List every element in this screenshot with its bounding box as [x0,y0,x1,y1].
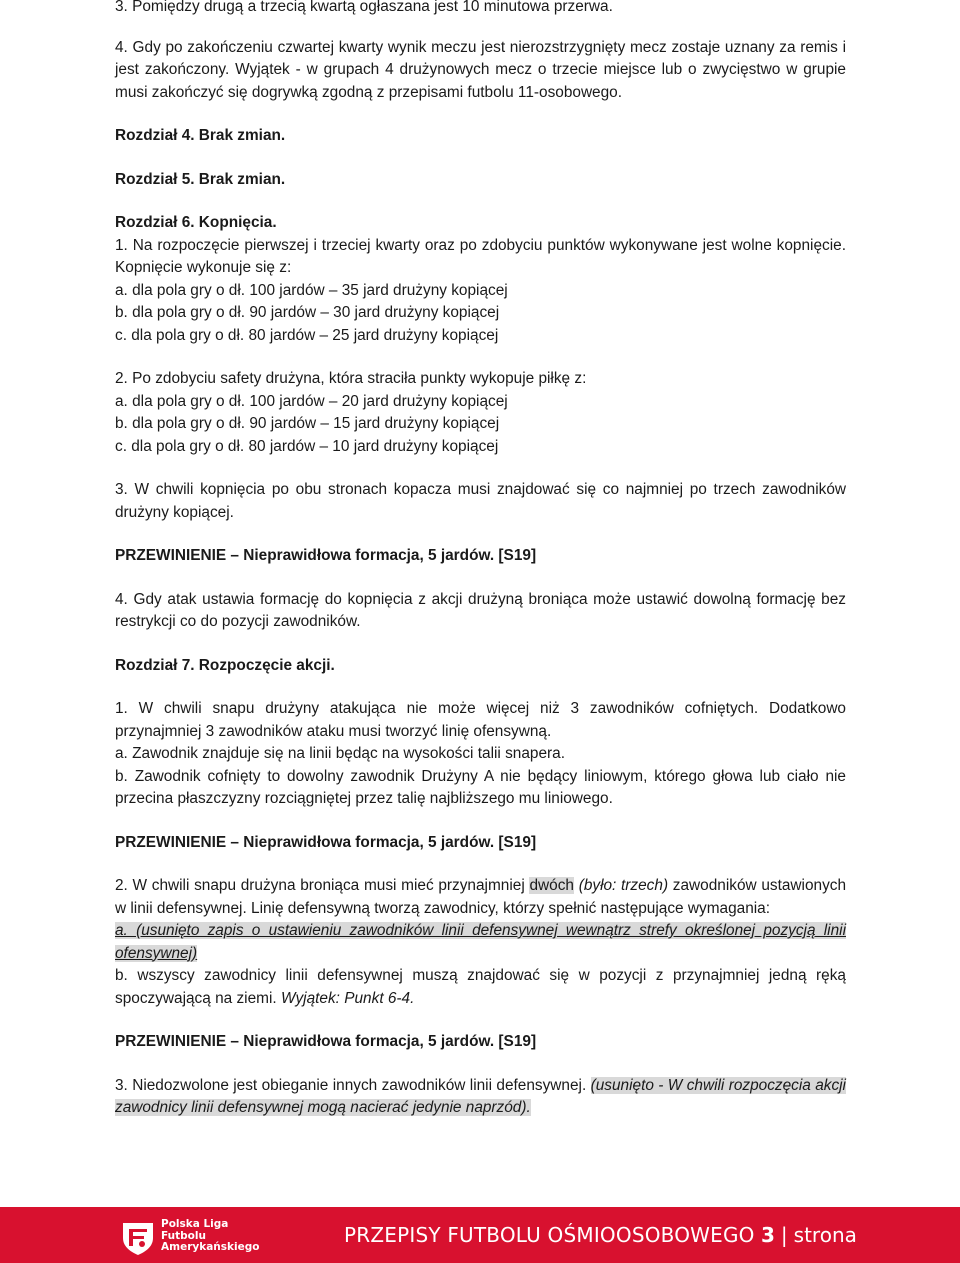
italic-note: Wyjątek: Punkt 6-4. [280,989,415,1007]
logo-line: Amerykańskiego [161,1241,260,1253]
paragraph: 4. Gdy atak ustawia formację do kopnięcia z akcji drużyną broniąca może ustawić dowolną formację bez restrykcji co do pozycji zawodników. [115,590,846,630]
list-item: a. Zawodnik znajduje się na linii będąc na wysokości talii snapera. [115,745,565,762]
page-word: strona [793,1223,857,1247]
paragraph: 3. Pomiędzy drugą a trzecią kwartą ogłaszana jest 10 minutowa przerwa. [115,0,613,15]
paragraph: 1. Na rozpoczęcie pierwszej i trzeciej kwarty oraz po zdobyciu punktów wykonywane jest wolne kopnięcie. Kopnięcie wykonuje się z: [115,236,846,276]
list-item: c. dla pola gry o dł. 80 jardów – 10 jard drużyny kopiącej [115,437,499,455]
list-item: a. dla pola gry o dł. 100 jardów – 35 jard drużyny kopiącej [115,281,508,299]
penalty-line: PRZEWINIENIE – Nieprawidłowa formacja, 5 jardów. [S19] [115,833,537,851]
list-item: c. dla pola gry o dł. 80 jardów – 25 jard drużyny kopiącej [115,326,499,344]
paragraph: 2. Po zdobyciu safety drużyna, która straciła punkty wykopuje piłkę z: [115,370,587,387]
text: b. wszyscy zawodnicy linii defensywnej muszą znajdować się w pozycji z przynajmniej jedną ręką spoczywającą na ziemi. [115,967,846,1007]
list-item: b. dla pola gry o dł. 90 jardów – 15 jard drużyny kopiącej [115,415,500,432]
list-item: b. dla pola gry o dł. 90 jardów – 30 jard drużyny kopiącej [115,304,500,321]
text: 2. W chwili snapu drużyna broniąca musi mieć przynajmniej [115,877,525,894]
text: 3. Niedozwolone jest obieganie innych zawodników linii defensywnej. [115,1076,587,1094]
chapter-heading: Rozdział 7. Rozpoczęcie akcji. [115,656,335,674]
highlighted-text: dwóch [529,877,574,894]
shield-icon [120,1220,156,1256]
page-number: 3 [761,1223,775,1247]
logo-line: Polska Liga [161,1218,229,1230]
footer-title: PRZEPISY FUTBOLU OŚMIOOSOBOWEGO [344,1223,755,1247]
page-indicator [761,1223,857,1247]
italic-note: (było: trzech) [578,877,669,894]
paragraph: 4. Gdy po zakończeniu czwartej kwarty wynik meczu jest nierozstrzygnięty mecz zostaje uznany za remis i jest zakończony. Wyjątek - w grupach 4 drużynowych mecz o trzecie miejsce lub o zwycięstwo w grupie musi zakończyć się dogrywką zgodną z przepisami futbolu 11-osobowego. [115,38,846,101]
logo-text [161,1219,259,1254]
list-item: b. Zawodnik cofnięty to dowolny zawodnik Drużyny A nie będący liniowym, którego głowa lub ciało nie przecina płaszczyzny rozciągniętej przez talię najbliższego mu liniowego. [115,767,846,807]
paragraph [115,875,846,920]
list-item [115,920,846,965]
league-logo [120,1219,270,1255]
chapter-heading: Rozdział 5. Brak zmian. [115,170,286,188]
paragraph [115,1075,846,1120]
chapter-heading: Rozdział 4. Brak zmian. [115,127,286,144]
list-item [115,965,846,1010]
chapter-heading: Rozdział 6. Kopnięcia. [115,214,277,231]
list-item: a. dla pola gry o dł. 100 jardów – 20 jard drużyny kopiącej [115,392,508,410]
page-separator: | [780,1223,788,1247]
penalty-line: PRZEWINIENIE – Nieprawidłowa formacja, 5 jardów. [S19] [115,547,537,564]
logo-line: Futbolu [161,1229,206,1242]
highlighted-note: (usunięto - W chwili rozpoczęcia akcji zawodnicy linii defensywnej mogą nacierać jedynie naprzód). [115,1076,846,1116]
paragraph: 1. W chwili snapu drużyny atakująca nie może więcej niż 3 zawodników cofniętych. Dodatkowo przynajmniej 3 zawodników ataku musi tworzyć linię ofensywną. [115,700,846,740]
text: zawodników ustawionych w linii defensywnej. Linię defensywną tworzą zawodnicy, którzy spełnić następujące wymagania: [115,877,847,917]
penalty-line: PRZEWINIENIE – Nieprawidłowa formacja, 5 jardów. [S19] [115,1033,537,1050]
paragraph: 3. W chwili kopnięcia po obu stronach kopacza musi znajdować się co najmniej po trzech zawodników drużyny kopiącej. [115,481,846,521]
page-footer [0,1207,960,1263]
document-body [115,0,846,1120]
struck-note: a. (usunięto zapis o ustawieniu zawodników linii defensywnej wewnątrz strefy określonej pozycją linii ofensywnej) [115,922,846,962]
